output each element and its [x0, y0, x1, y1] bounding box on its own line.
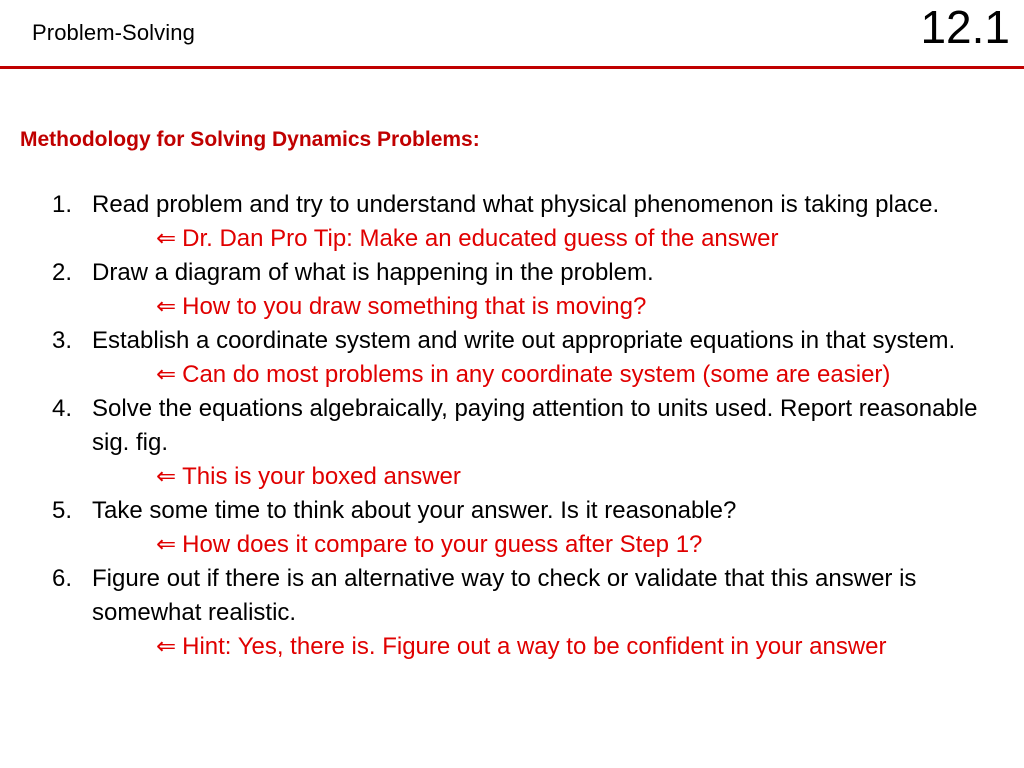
step-text-row — [0, 562, 1024, 630]
step-tip — [0, 460, 1024, 494]
tip-text: Can do most problems in any coordinate system (some are easier) — [182, 361, 891, 388]
section-heading: Methodology for Solving Dynamics Problems: — [20, 128, 480, 151]
step-tip — [0, 358, 1024, 392]
tip-text: Dr. Dan Pro Tip: Make an educated guess of the answer — [182, 225, 779, 252]
step-item — [0, 324, 1024, 392]
left-arrow-icon: ⇐ — [156, 463, 177, 490]
step-text-row — [0, 256, 1024, 290]
tip-text: How to you draw something that is moving? — [182, 293, 647, 320]
step-item — [0, 392, 1024, 494]
step-item — [0, 256, 1024, 324]
left-arrow-icon: ⇐ — [156, 225, 177, 252]
step-tip — [0, 528, 1024, 562]
step-text: Figure out if there is an alternative way to check or validate that this answer is somewhat realistic. — [92, 565, 917, 626]
step-number: 2. — [52, 259, 73, 286]
step-number: 5. — [52, 497, 73, 524]
left-arrow-icon: ⇐ — [156, 361, 177, 388]
tip-text: This is your boxed answer — [182, 463, 461, 490]
step-text: Draw a diagram of what is happening in the problem. — [92, 259, 654, 286]
header-title: Problem-Solving — [32, 20, 195, 45]
step-item — [0, 188, 1024, 256]
step-number: 3. — [52, 327, 73, 354]
left-arrow-icon: ⇐ — [156, 293, 177, 320]
step-text: Take some time to think about your answer. Is it reasonable? — [92, 497, 737, 524]
left-arrow-icon: ⇐ — [156, 531, 177, 558]
slide-number: 12.1 — [920, 1, 1010, 53]
step-text-row — [0, 324, 1024, 358]
step-text-row — [0, 494, 1024, 528]
step-item — [0, 562, 1024, 664]
step-tip — [0, 630, 1024, 664]
tip-text: Hint: Yes, there is. Figure out a way to be confident in your answer — [182, 633, 887, 660]
step-item — [0, 494, 1024, 562]
step-text: Read problem and try to understand what physical phenomenon is taking place. — [92, 191, 940, 218]
left-arrow-icon: ⇐ — [156, 633, 177, 660]
header-divider — [0, 66, 1024, 69]
tip-text: How does it compare to your guess after Step 1? — [182, 531, 703, 558]
steps-list — [0, 188, 1024, 664]
step-tip — [0, 222, 1024, 256]
step-number: 4. — [52, 395, 73, 422]
step-tip — [0, 290, 1024, 324]
step-text-row — [0, 188, 1024, 222]
step-text: Establish a coordinate system and write out appropriate equations in that system. — [92, 327, 956, 354]
step-text: Solve the equations algebraically, paying attention to units used. Report reasonable sig. fig. — [92, 395, 978, 456]
step-text-row — [0, 392, 1024, 460]
step-number: 1. — [52, 191, 73, 218]
step-number: 6. — [52, 565, 73, 592]
